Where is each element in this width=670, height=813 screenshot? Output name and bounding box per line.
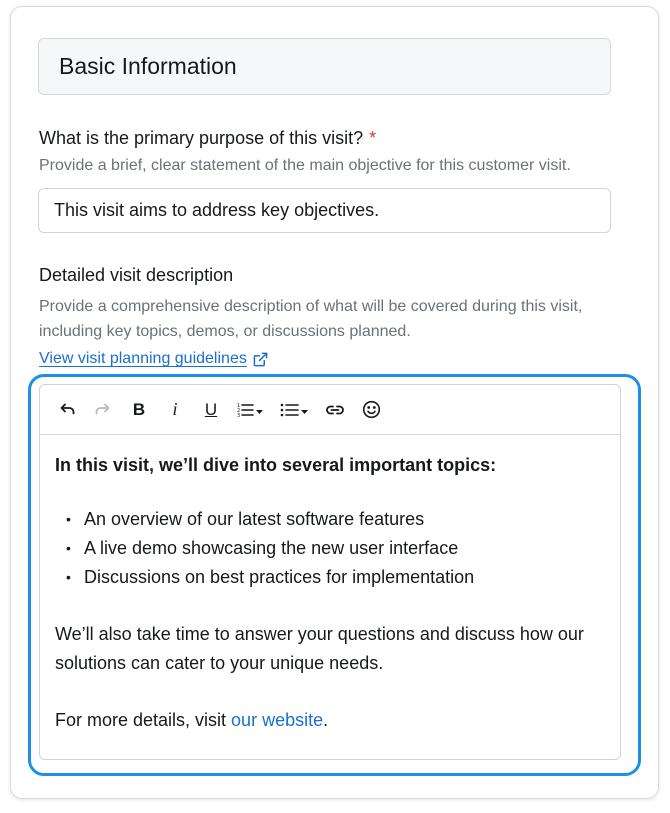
description-label: Detailed visit description — [39, 265, 234, 285]
section-title: Basic Information — [59, 53, 237, 79]
bulleted-list-icon — [280, 401, 310, 419]
list-item: • A live demo showcasing the new user interface — [55, 534, 605, 563]
content-footer — [55, 706, 605, 735]
ordered-list-icon — [237, 401, 265, 419]
list-item: • Discussions on best practices for implementation — [55, 563, 605, 592]
undo-button[interactable] — [52, 395, 82, 425]
ordered-list-dropdown[interactable] — [232, 395, 270, 425]
external-link-icon — [253, 352, 268, 367]
emoji-icon — [362, 400, 381, 419]
redo-button[interactable] — [88, 395, 118, 425]
svg-text:1: 1 — [237, 402, 241, 409]
editor-content[interactable] — [40, 435, 620, 735]
required-marker: * — [369, 128, 377, 148]
bold-label: B — [132, 399, 146, 419]
content-heading: In this visit, we’ll dive into several important topics: — [55, 455, 497, 475]
underline-label: U — [204, 399, 218, 419]
purpose-input[interactable] — [38, 188, 611, 233]
italic-button[interactable] — [160, 395, 190, 425]
link-icon — [325, 401, 345, 419]
description-help-text: Provide a comprehensive description of what will be covered during this visit, including key topics, demos, or discussions planned. — [39, 298, 583, 340]
rich-text-editor[interactable] — [39, 384, 621, 760]
website-link[interactable]: our website — [231, 710, 324, 730]
svg-text:3: 3 — [237, 412, 241, 419]
editor-toolbar — [40, 385, 620, 435]
content-paragraph: We’ll also take time to answer your questions and discuss how our solutions can cater to your unique needs. — [55, 624, 584, 673]
purpose-label-text: What is the primary purpose of this visit? — [39, 128, 364, 148]
svg-text:2: 2 — [237, 407, 241, 414]
content-bullet-list — [55, 505, 605, 592]
italic-label: i — [172, 399, 178, 419]
section-header — [38, 38, 611, 95]
guidelines-link[interactable] — [39, 350, 268, 368]
emoji-button[interactable] — [356, 395, 386, 425]
guidelines-link-text: View visit planning guidelines — [39, 350, 247, 367]
footer-suffix: . — [323, 710, 329, 730]
list-item: • An overview of our latest software features — [55, 505, 605, 534]
redo-icon — [94, 401, 112, 419]
bold-button[interactable] — [124, 395, 154, 425]
underline-button[interactable] — [196, 395, 226, 425]
purpose-help-text: Provide a brief, clear statement of the main objective for this customer visit. — [39, 157, 571, 174]
link-button[interactable] — [320, 395, 350, 425]
footer-prefix: For more details, visit — [55, 710, 232, 730]
undo-icon — [58, 401, 76, 419]
bulleted-list-dropdown[interactable] — [276, 395, 314, 425]
purpose-label — [39, 128, 376, 149]
